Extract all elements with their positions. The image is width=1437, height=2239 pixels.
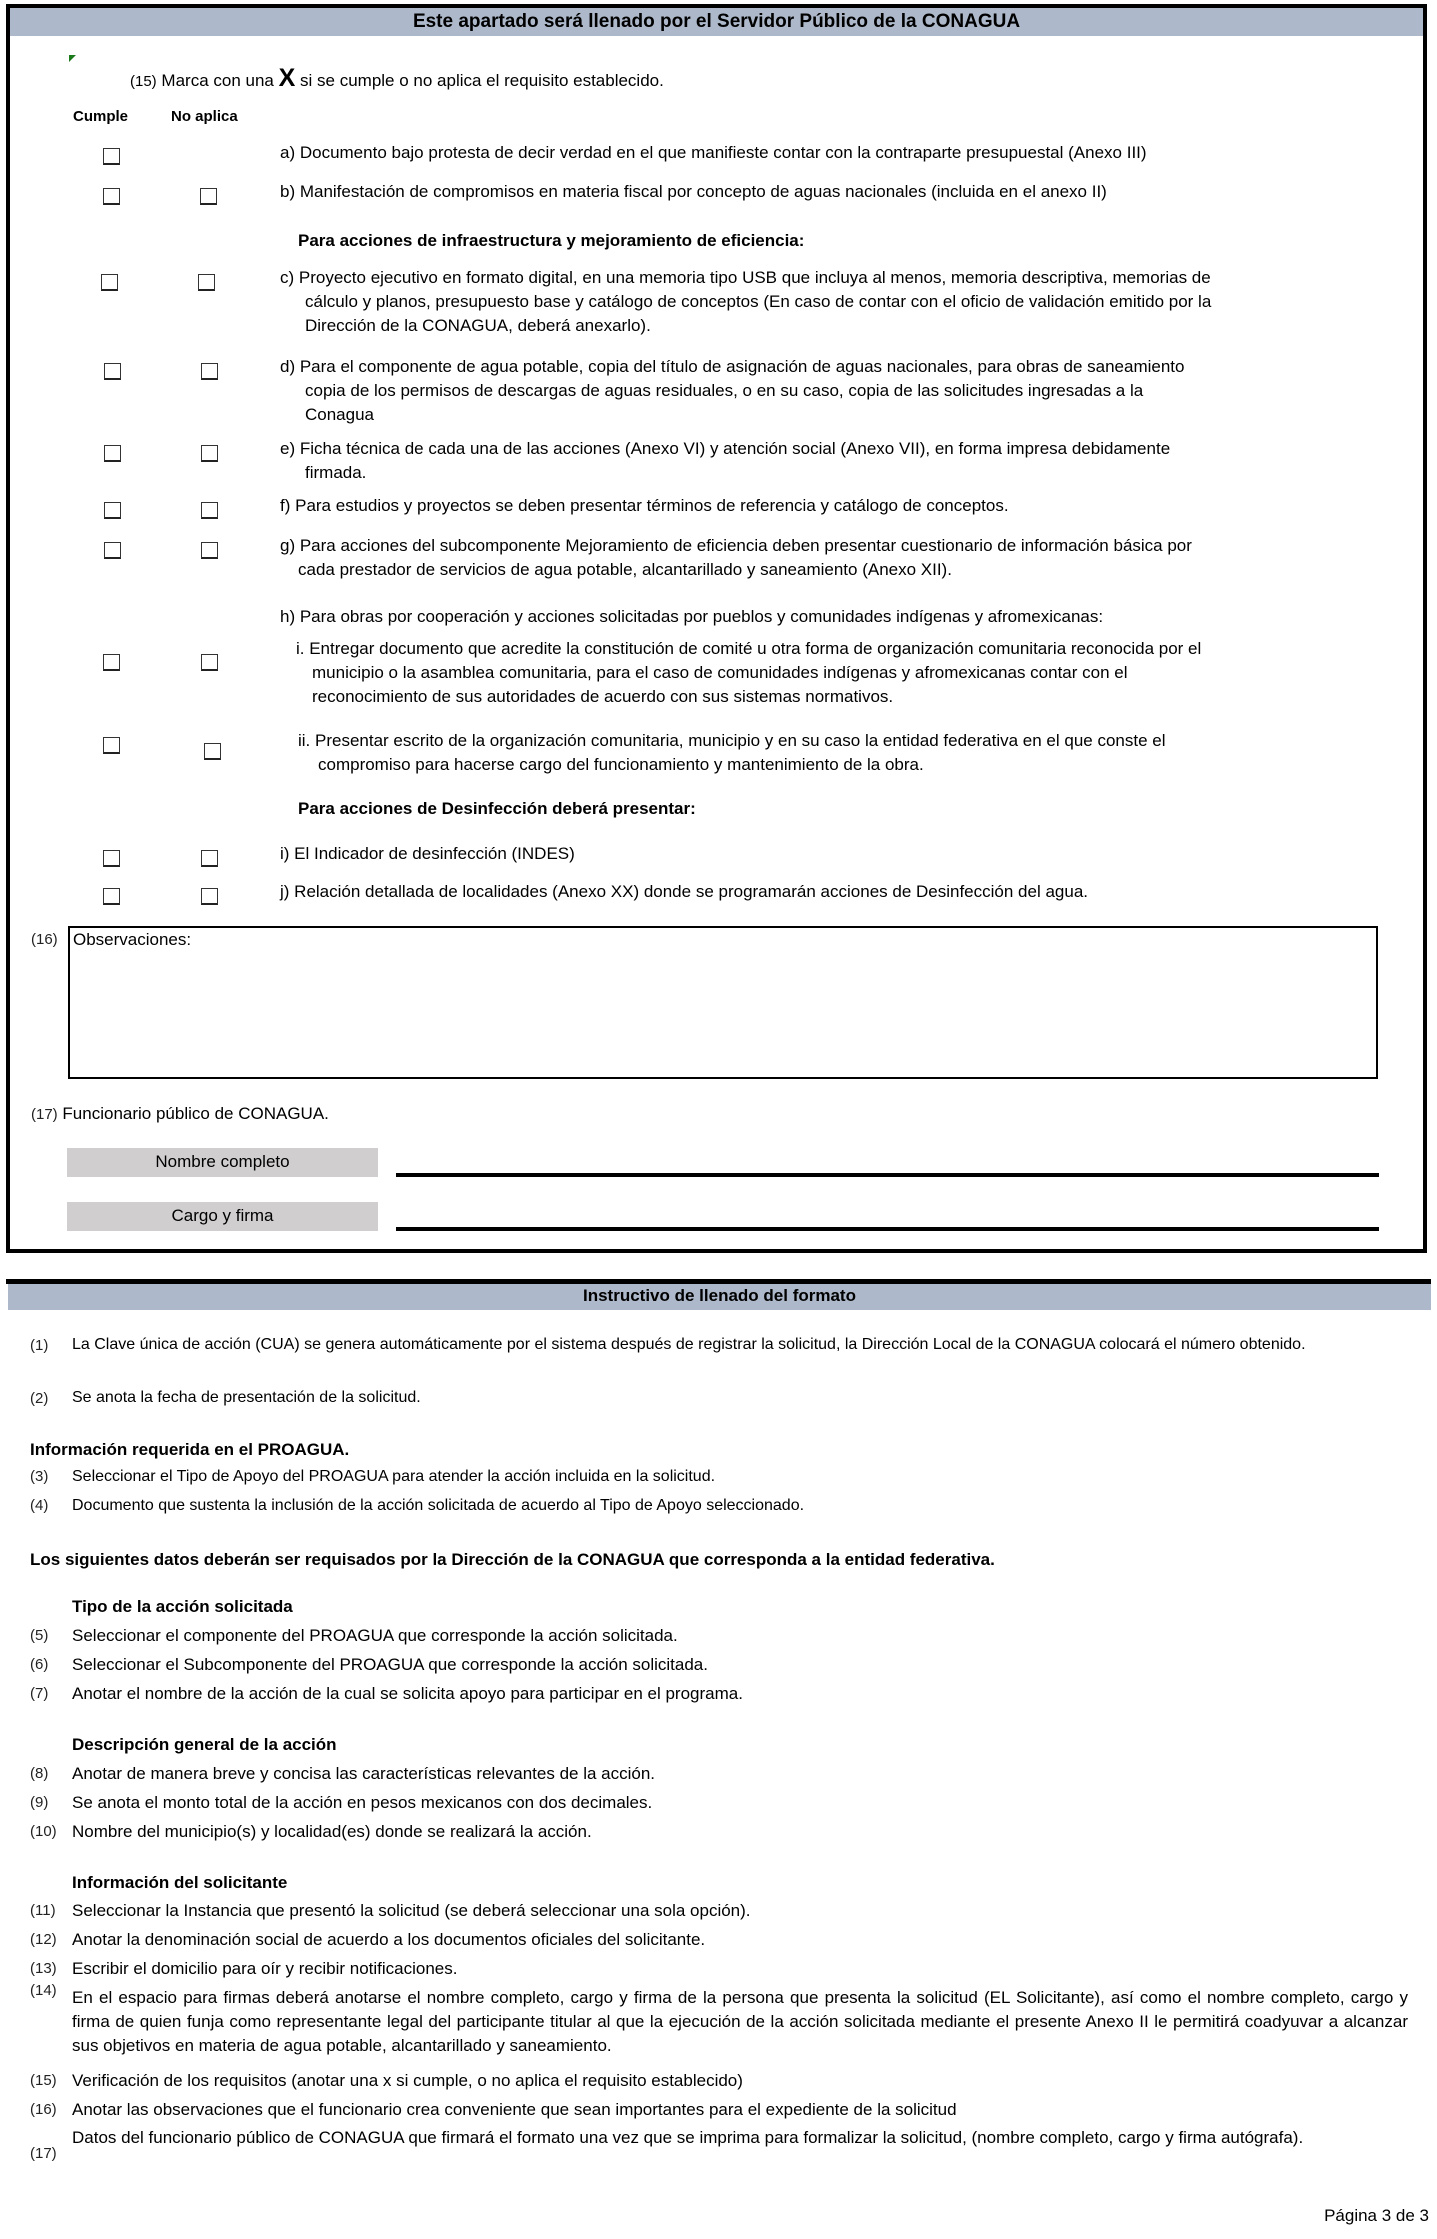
instruction-post: si se cumple o no aplica el requisito establecido. bbox=[300, 71, 664, 90]
checkbox-no-aplica-c[interactable] bbox=[198, 274, 215, 291]
requirement-a bbox=[280, 141, 1380, 165]
instructivo-item-15: Verificación de los requisitos (anotar una x si cumple, o no aplica el requisito establecido) bbox=[72, 2071, 743, 2090]
requirement-text: g) Para acciones del subcomponente Mejoramiento de eficiencia deben presentar cuestionario de información básica por bbox=[280, 536, 1192, 555]
cargo-firma-label: Cargo y firma bbox=[67, 1202, 378, 1231]
requirement-text: c) Proyecto ejecutivo en formato digital, en una memoria tipo USB que incluya al menos, memoria descriptiva, memorias de bbox=[280, 268, 1211, 287]
checkbox-cumple-b[interactable] bbox=[103, 188, 120, 205]
comment-flag-icon bbox=[69, 55, 76, 62]
instructivo-number: (9) bbox=[30, 1794, 49, 1811]
checkbox-no-aplica-b[interactable] bbox=[200, 188, 217, 205]
instructivo-header: Instructivo de llenado del formato bbox=[8, 1284, 1431, 1310]
instructivo-number: (12) bbox=[30, 1931, 57, 1948]
checkbox-no-aplica-h-i[interactable] bbox=[201, 654, 218, 671]
funcionario-label: Funcionario público de CONAGUA. bbox=[62, 1104, 329, 1123]
instructivo-item-8: Anotar de manera breve y concisa las características relevantes de la acción. bbox=[72, 1764, 656, 1783]
instructivo-item-2: Se anota la fecha de presentación de la solicitud. bbox=[72, 1389, 421, 1406]
instructivo-item-3: Seleccionar el Tipo de Apoyo del PROAGUA para atender la acción incluida en la solicitud. bbox=[72, 1468, 716, 1485]
funcionario-line bbox=[31, 1102, 329, 1127]
instructivo-number: (10) bbox=[30, 1823, 57, 1840]
requirement-c bbox=[280, 266, 1380, 338]
section-proagua: Información requerida en el PROAGUA. bbox=[30, 1440, 350, 1459]
requirement-text: municipio o la asamblea comunitaria, para el caso de comunidades indígenas y afromexicanas contar con el bbox=[312, 663, 1128, 682]
requirement-text: d) Para el componente de agua potable, copia del título de asignación de aguas nacionales, para obras de saneamiento bbox=[280, 357, 1185, 376]
observaciones-number: (16) bbox=[31, 931, 58, 948]
observaciones-label: Observaciones: bbox=[73, 930, 192, 949]
col-cumple-label: Cumple bbox=[73, 108, 129, 125]
requirement-j bbox=[280, 880, 1380, 904]
instruction-number: (15) bbox=[130, 73, 157, 90]
verification-header: Este apartado será llenado por el Servidor Público de la CONAGUA bbox=[10, 8, 1423, 36]
instructivo-item-9: Se anota el monto total de la acción en pesos mexicanos con dos decimales. bbox=[72, 1793, 653, 1812]
funcionario-number: (17) bbox=[31, 1106, 58, 1123]
requirement-text: j) Relación detallada de localidades (Anexo XX) donde se programarán acciones de Desinfección del agua. bbox=[280, 882, 1088, 901]
subheading-infraestructura: Para acciones de infraestructura y mejoramiento de eficiencia: bbox=[298, 231, 805, 250]
checkbox-no-aplica-g[interactable] bbox=[201, 542, 218, 559]
subheading-desinfeccion: Para acciones de Desinfección deberá presentar: bbox=[298, 799, 696, 818]
instructivo-item-4: Documento que sustenta la inclusión de la acción solicitada de acuerdo al Tipo de Apoyo seleccionado. bbox=[72, 1497, 805, 1514]
checkbox-cumple-h-i[interactable] bbox=[103, 654, 120, 671]
instruction-x: X bbox=[278, 64, 296, 92]
instructivo-number: (4) bbox=[30, 1497, 49, 1514]
checkbox-no-aplica-f[interactable] bbox=[201, 502, 218, 519]
instructivo-item-11: Seleccionar la Instancia que presentó la solicitud (se deberá seleccionar una sola opción). bbox=[72, 1901, 751, 1920]
checkbox-cumple-d[interactable] bbox=[104, 363, 121, 380]
requirement-text: reconocimiento de sus autoridades de acuerdo con sus sistemas normativos. bbox=[312, 687, 894, 706]
checkbox-cumple-i[interactable] bbox=[103, 850, 120, 867]
instructivo-item-17: Datos del funcionario público de CONAGUA que firmará el formato una vez que se imprima para formalizar la solicitud, (nombre completo, cargo y firma autógrafa). bbox=[72, 2128, 1304, 2147]
nombre-completo-field[interactable] bbox=[396, 1173, 1379, 1177]
checkbox-no-aplica-i[interactable] bbox=[201, 850, 218, 867]
requirement-text: Conagua bbox=[305, 405, 375, 424]
checkbox-no-aplica-h-ii[interactable] bbox=[204, 743, 221, 760]
instructivo-number: (16) bbox=[30, 2101, 57, 2118]
instructivo-number: (8) bbox=[30, 1765, 49, 1782]
instructivo-number: (13) bbox=[30, 1960, 57, 1977]
requirement-text: b) Manifestación de compromisos en materia fiscal por concepto de aguas nacionales (incluida en el anexo II) bbox=[280, 182, 1107, 201]
requirement-text: cálculo y planos, presupuesto base y catálogo de conceptos (En caso de contar con el oficio de validación emitido por la bbox=[305, 292, 1212, 311]
requirement-text: cada prestador de servicios de agua potable, alcantarillado y saneamiento (Anexo XII). bbox=[298, 560, 952, 579]
requirement-text: a) Documento bajo protesta de decir verdad en el que manifieste contar con la contraparte presupuestal (Anexo III) bbox=[280, 143, 1147, 162]
subsection-descripcion: Descripción general de la acción bbox=[72, 1735, 337, 1754]
requirement-g bbox=[280, 534, 1380, 582]
instructivo-number: (11) bbox=[30, 1902, 56, 1919]
section-siguientes: Los siguientes datos deberán ser requisados por la Dirección de la CONAGUA que corresponda a la entidad federativa. bbox=[30, 1550, 995, 1569]
subsection-tipo: Tipo de la acción solicitada bbox=[72, 1597, 293, 1616]
requirement-text: copia de los permisos de descargas de aguas residuales, o en su caso, copia de las solicitudes ingresadas a la bbox=[305, 381, 1144, 400]
checkbox-cumple-h-ii[interactable] bbox=[103, 737, 120, 754]
instructivo-number: (5) bbox=[30, 1627, 49, 1644]
checkbox-no-aplica-j[interactable] bbox=[201, 888, 218, 905]
requirement-text: e) Ficha técnica de cada una de las acciones (Anexo VI) y atención social (Anexo VII), en forma impresa debidamente bbox=[280, 439, 1171, 458]
requirement-h-i bbox=[296, 637, 1396, 709]
instruction-pre: Marca con una bbox=[161, 71, 274, 90]
requirement-h-ii bbox=[298, 729, 1398, 777]
requirement-text: i. Entregar documento que acredite la constitución de comité u otra forma de organización comunitaria reconocida por el bbox=[296, 639, 1202, 658]
page-number: Página 3 de 3 bbox=[1324, 2206, 1429, 2225]
requirement-e bbox=[280, 437, 1380, 485]
instructivo-number: (17) bbox=[30, 2145, 57, 2162]
instructivo-number: (6) bbox=[30, 1656, 49, 1673]
requirement-i bbox=[280, 842, 1380, 866]
observaciones-textarea[interactable] bbox=[68, 926, 1378, 1079]
instructivo-number: (3) bbox=[30, 1468, 49, 1485]
requirement-b bbox=[280, 180, 1380, 204]
instructivo-number: (7) bbox=[30, 1685, 49, 1702]
instructivo-number: (15) bbox=[30, 2072, 57, 2089]
requirement-d bbox=[280, 355, 1380, 427]
instructivo-number: (1) bbox=[30, 1337, 49, 1354]
checkbox-no-aplica-d[interactable] bbox=[201, 363, 218, 380]
checkbox-cumple-g[interactable] bbox=[104, 542, 121, 559]
requirement-text: ii. Presentar escrito de la organización comunitaria, municipio y en su caso la entidad federativa en el que conste el bbox=[298, 731, 1166, 750]
instructivo-item-13: Escribir el domicilio para oír y recibir notificaciones. bbox=[72, 1959, 458, 1978]
checkbox-cumple-j[interactable] bbox=[103, 888, 120, 905]
requirement-h: h) Para obras por cooperación y acciones solicitadas por pueblos y comunidades indígenas y afromexicanas: bbox=[280, 607, 1104, 626]
instructivo-item-16: Anotar las observaciones que el funcionario crea conveniente que sean importantes para el expediente de la solicitud bbox=[72, 2100, 957, 2119]
instructivo-item-12: Anotar la denominación social de acuerdo a los documentos oficiales del solicitante. bbox=[72, 1930, 706, 1949]
checkbox-no-aplica-e[interactable] bbox=[201, 445, 218, 462]
cargo-firma-field[interactable] bbox=[396, 1227, 1379, 1231]
requirement-text: compromiso para hacerse cargo del funcionamiento y mantenimiento de la obra. bbox=[318, 755, 924, 774]
requirement-text: firmada. bbox=[305, 463, 367, 482]
instructivo-item-14: En el espacio para firmas deberá anotarse el nombre completo, cargo y firma de la persona que presenta la solicitud (EL Solicitante), así como el nombre completo, cargo y firma de quien funja como representante legal del participante titular al que la ejecución de la acción solicitada mediante el presente Anexo II le permitirá coadyuvar a alcanzar sus objetivos en materia de agua potable, alcantarillado y saneamiento. bbox=[72, 1988, 1408, 2055]
instructivo-item-5: Seleccionar el componente del PROAGUA que corresponde la acción solicitada. bbox=[72, 1626, 678, 1645]
checkbox-cumple-e[interactable] bbox=[104, 445, 121, 462]
requirement-f bbox=[280, 494, 1380, 518]
checkbox-cumple-a[interactable] bbox=[103, 148, 120, 165]
checkbox-cumple-c[interactable] bbox=[101, 274, 118, 291]
instructivo-item-7: Anotar el nombre de la acción de la cual se solicita apoyo para participar en el programa. bbox=[72, 1684, 743, 1703]
instructivo-item-10: Nombre del municipio(s) y localidad(es) donde se realizará la acción. bbox=[72, 1822, 592, 1841]
checkbox-cumple-f[interactable] bbox=[104, 502, 121, 519]
col-no-aplica-label: No aplica bbox=[171, 108, 238, 125]
instruction-line bbox=[130, 66, 664, 94]
subsection-solicitante: Información del solicitante bbox=[72, 1873, 288, 1892]
instructivo-item-6: Seleccionar el Subcomponente del PROAGUA que corresponde la acción solicitada. bbox=[72, 1655, 708, 1674]
instructivo-number: (14) bbox=[30, 1982, 57, 1999]
instructivo-number: (2) bbox=[30, 1390, 49, 1407]
nombre-completo-label: Nombre completo bbox=[67, 1148, 378, 1177]
requirement-text: f) Para estudios y proyectos se deben presentar términos de referencia y catálogo de conceptos. bbox=[280, 496, 1009, 515]
instructivo-item-1: La Clave única de acción (CUA) se genera automáticamente por el sistema después de registrar la solicitud, la Dirección Local de la CONAGUA colocará el número obtenido. bbox=[72, 1336, 1306, 1353]
requirement-text: Dirección de la CONAGUA, deberá anexarlo). bbox=[305, 316, 651, 335]
requirement-text: i) El Indicador de desinfección (INDES) bbox=[280, 844, 575, 863]
